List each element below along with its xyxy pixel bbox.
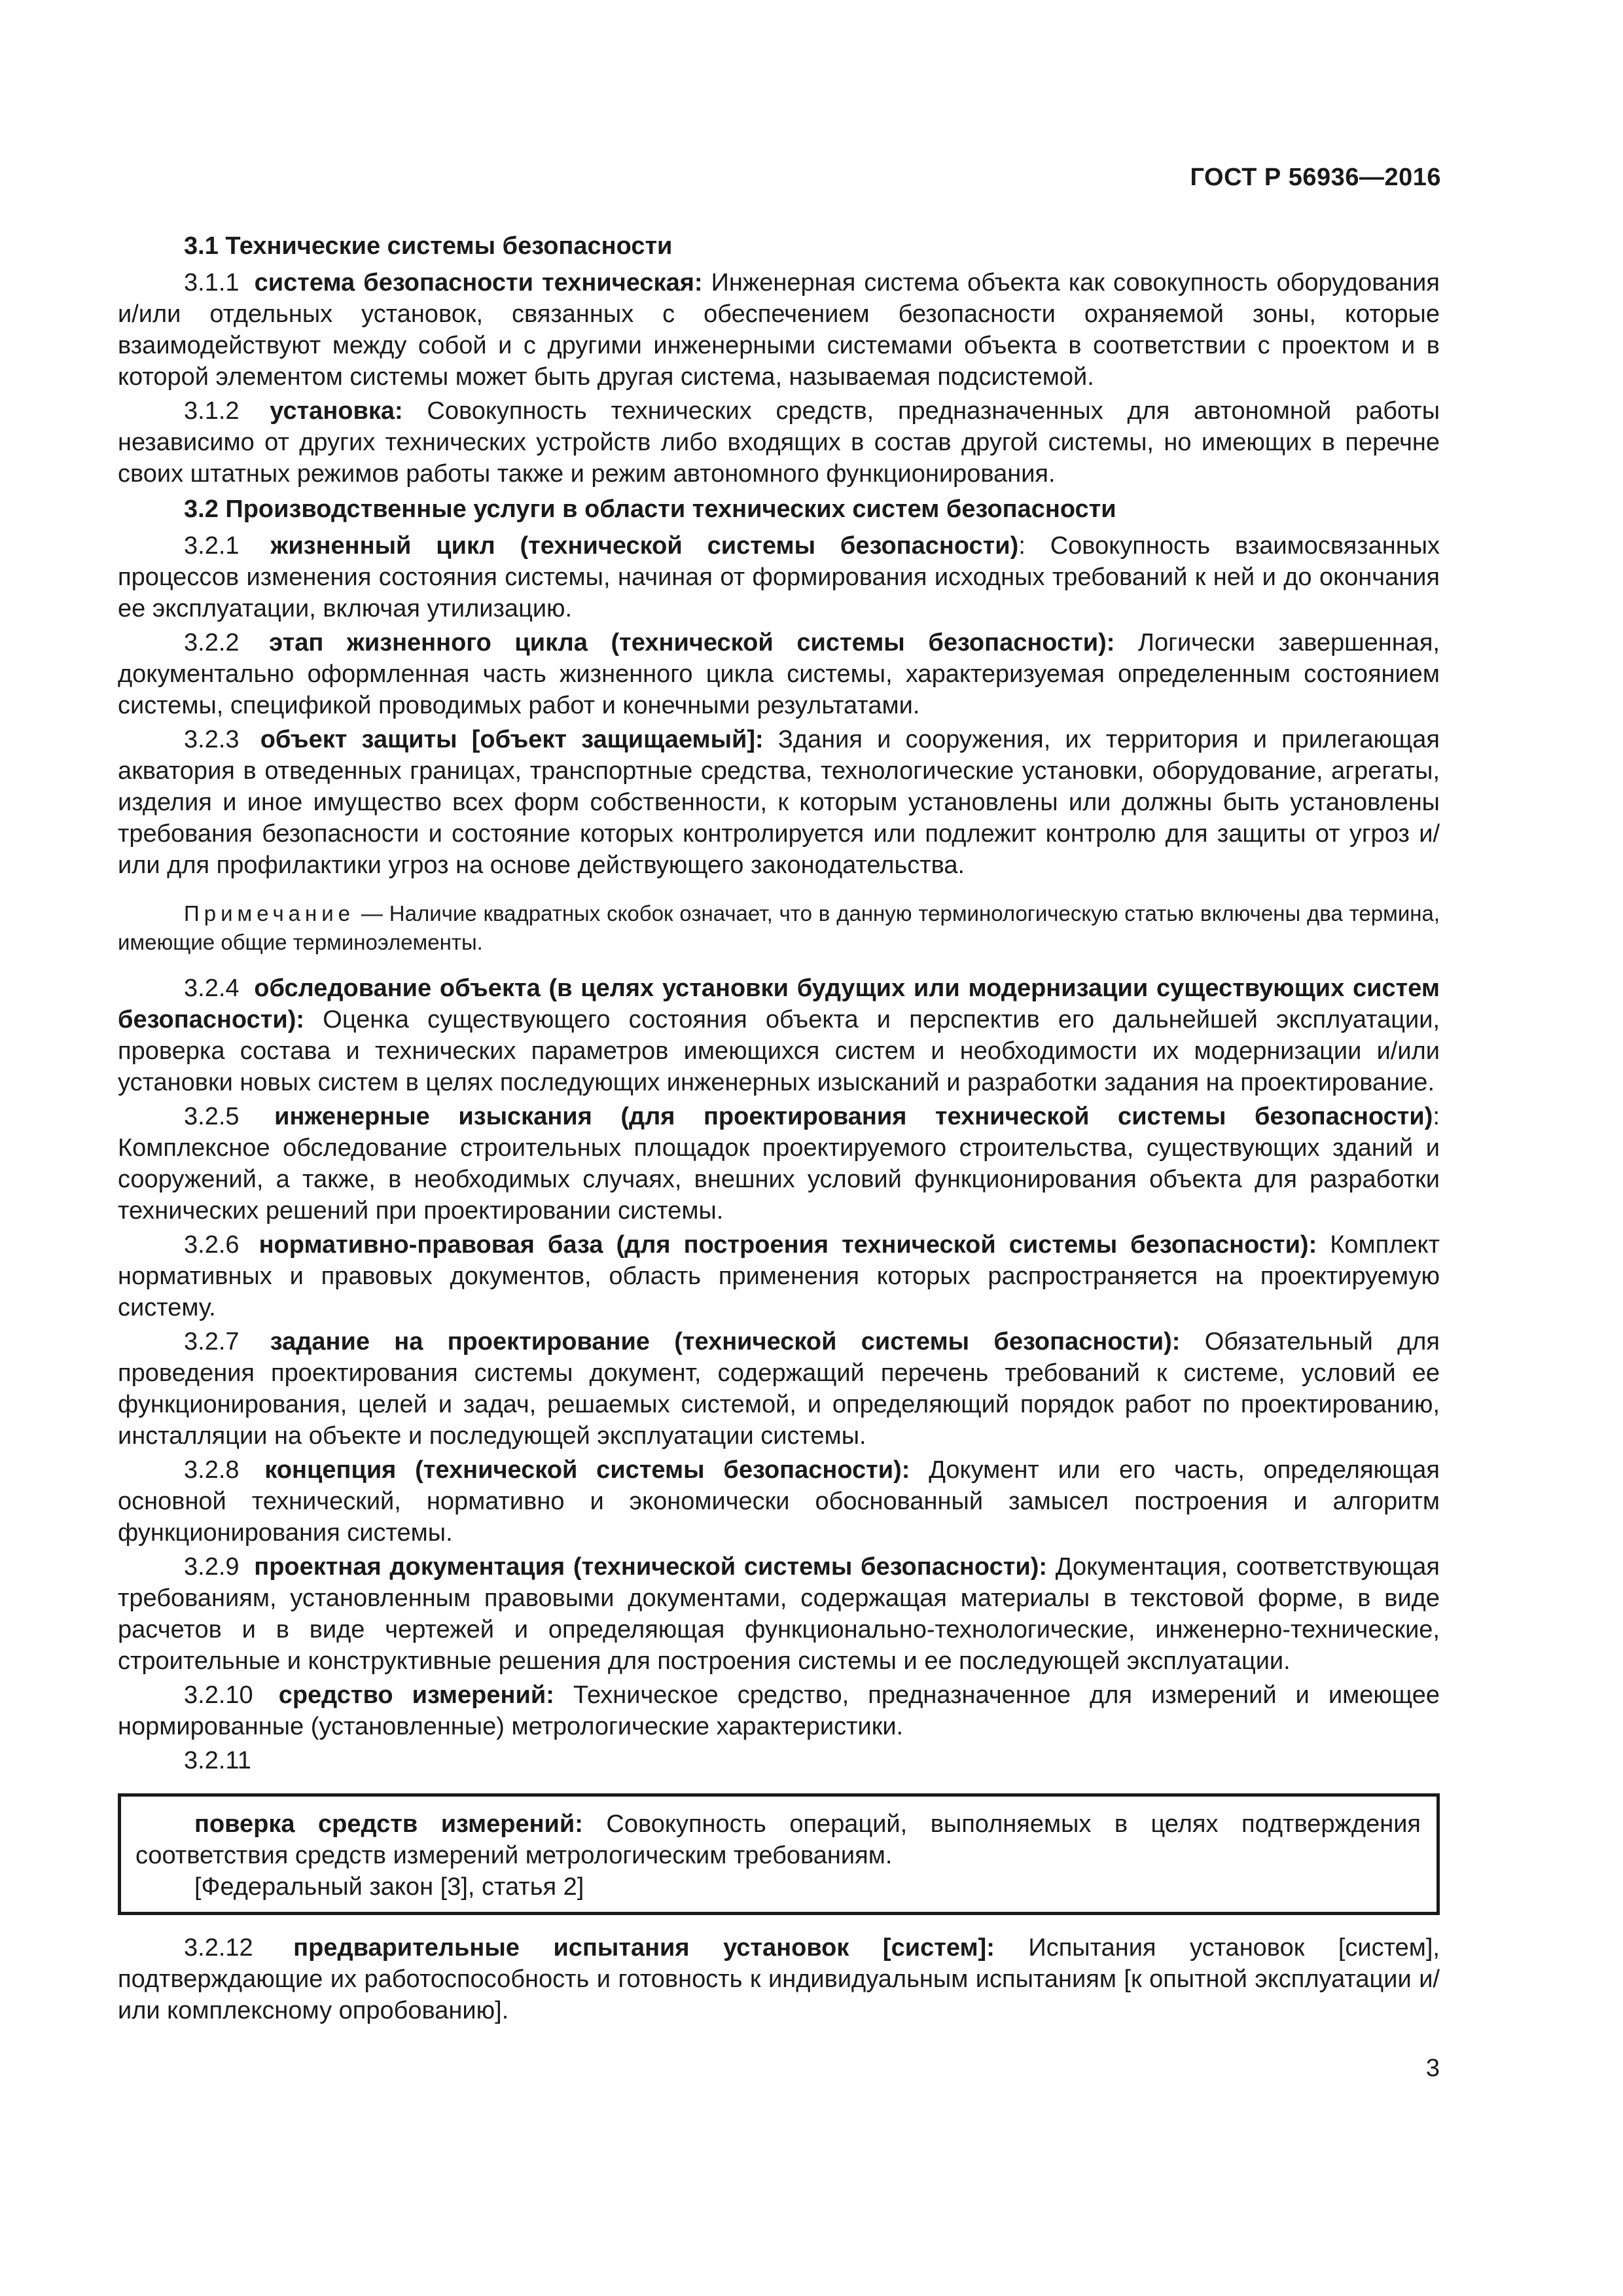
document-body xyxy=(118,230,1440,2029)
term-entry-3-2-9 xyxy=(118,1551,1440,1677)
term-definition: Документ или его часть, определяющая основной технический, нормативно и экономически обоснованный замысел построения и алгоритм функционирования системы. xyxy=(118,1456,1440,1547)
term-definition: Логически завершенная, документально оформленная часть жизненного цикла системы, характеризуемая определенным состоянием системы, спецификой проводимых работ и конечными результатами. xyxy=(118,629,1440,719)
term-number: 3.2.2 xyxy=(184,629,240,656)
term-source-reference: [Федеральный закон [3], статья 2] xyxy=(194,1873,584,1901)
boxed-term-paragraph xyxy=(135,1808,1421,1871)
term-entry-3-2-4 xyxy=(118,973,1440,1098)
term-definition: Обязательный для проведения проектирования системы документ, содержащий перечень требований к системе, условий ее функционирования, целей и задач, решаемых системой, и определяющий порядок работ по проектированию, инсталляции на объекте и последующей эксплуатации системы. xyxy=(118,1328,1440,1450)
term-number: 3.2.3 xyxy=(184,726,240,753)
term-entry-3-2-7 xyxy=(118,1326,1440,1452)
term-title: проектная документация (технической системы безопасности): xyxy=(254,1553,1048,1581)
term-title: этап жизненного цикла (технической системы безопасности): xyxy=(269,629,1115,656)
term-entry-3-2-5 xyxy=(118,1101,1440,1227)
term-number: 3.2.10 xyxy=(184,1681,253,1709)
term-definition: Техническое средство, предназначенное для измерений и имеющее нормированные (установленные) метрологические характеристики. xyxy=(118,1681,1440,1740)
term-entry-3-2-3 xyxy=(118,724,1440,881)
term-definition: : Совокупность взаимосвязанных процессов изменения состояния системы, начиная от формирования исходных требований к ней и до окончания ее эксплуатации, включая утилизацию. xyxy=(118,532,1440,622)
term-number: 3.2.11 xyxy=(184,1747,251,1774)
term-number: 3.2.12 xyxy=(184,1934,253,1962)
term-number: 3.2.9 xyxy=(184,1553,240,1581)
term-title: обследование объекта (в целях установки будущих или модернизации существующих систем безопасности): xyxy=(118,975,1440,1033)
term-definition: Оценка существующего состояния объекта и перспектив его дальнейшей эксплуатации, проверка состава и технических параметров имеющихся систем и необходимости их модернизации и/или установки новых систем в целях последующих инженерных изысканий и разработки задания на проектирование. xyxy=(118,1006,1440,1096)
section-heading-3-2: 3.2 Производственные услуги в области технических систем безопасности xyxy=(184,495,1116,523)
term-entry-3-2-11-number xyxy=(118,1745,1440,1776)
term-title: установка: xyxy=(270,397,403,425)
term-title: поверка средств измерений: xyxy=(194,1810,583,1838)
term-number: 3.2.8 xyxy=(184,1456,240,1484)
term-number: 3.2.5 xyxy=(184,1103,240,1130)
term-title: нормативно-правовая база (для построения технической системы безопасности): xyxy=(259,1231,1317,1259)
term-entry-3-1-1 xyxy=(118,267,1440,393)
boxed-term-definition xyxy=(118,1793,1440,1915)
term-entry-3-2-6 xyxy=(118,1229,1440,1323)
term-title: система безопасности техническая: xyxy=(254,269,703,296)
term-title: средство измерений: xyxy=(278,1681,554,1709)
term-entry-3-2-12 xyxy=(118,1932,1440,2026)
term-title: концепция (технической системы безопасности): xyxy=(264,1456,910,1484)
term-number: 3.2.4 xyxy=(184,975,240,1002)
term-definition: Здания и сооружения, их территория и прилегающая акватория в отведенных границах, транспортные средства, технологические установки, оборудование, агрегаты, изделия и иное имущество всех форм собственности, к которым установлены или должны быть установлены требования безопасности и состояние которых контролируется или подлежит контролю для защиты от угроз и/или для профилактики угроз на основе действующего законодательства. xyxy=(118,726,1440,879)
term-entry-3-2-2 xyxy=(118,627,1440,721)
term-number: 3.1.2 xyxy=(184,397,240,425)
term-definition: Совокупность операций, выполняемых в целях подтверждения соответствия средств измерений метрологическим требованиям. xyxy=(135,1810,1421,1869)
section-heading-3-1: 3.1 Технические системы безопасности xyxy=(184,232,673,260)
document-code-header: ГОСТ Р 56936—2016 xyxy=(1190,164,1441,191)
term-title: объект защиты [объект защищаемый]: xyxy=(260,726,764,753)
term-title: инженерные изыскания (для проектирования технической системы безопасности) xyxy=(274,1103,1433,1130)
note-label: Примечание xyxy=(184,901,355,925)
term-title: задание на проектирование (технической системы безопасности): xyxy=(270,1328,1181,1355)
term-number: 3.2.7 xyxy=(184,1328,240,1355)
term-definition: Испытания установок [систем], подтверждающие их работоспособность и готовность к индивидуальным испытаниям [к опытной эксплуатации и/или комплексному опробованию]. xyxy=(118,1934,1440,2024)
term-entry-3-2-8 xyxy=(118,1454,1440,1549)
term-definition: Совокупность технических средств, предназначенных для автономной работы независимо от других технических устройств либо входящих в состав другой системы, но имеющих в перечне своих штатных режимов работы также и режим автономного функционирования. xyxy=(118,397,1440,488)
note-text: — Наличие квадратных скобок означает, что в данную терминологическую статью включены два термина, имеющие общие терминоэлементы. xyxy=(118,901,1440,954)
term-entry-3-1-2 xyxy=(118,395,1440,490)
term-definition: Инженерная система объекта как совокупность оборудования и/или отдельных установок, связанных с обеспечением безопасности охраняемой зоны, которые взаимодействуют между собой и с другими инженерными системами объекта в соответствии с проектом и в которой элементом системы может быть другая система, называемая подсистемой. xyxy=(118,269,1440,391)
term-number: 3.2.1 xyxy=(184,532,240,560)
term-definition: Комплект нормативных и правовых документов, область применения которых распространяется на проектируемую систему. xyxy=(118,1231,1440,1321)
term-title: жизненный цикл (технической системы безопасности) xyxy=(270,532,1019,560)
term-definition: Документация, соответствующая требованиям, установленным правовыми документами, содержащая материалы в текстовой форме, в виде расчетов и в виде чертежей и определяющая функционально-технологические, инженерно-технические, строительные и конструктивные решения для построения системы и ее последующей эксплуатации. xyxy=(118,1553,1440,1675)
term-entry-3-2-1 xyxy=(118,530,1440,624)
page-number: 3 xyxy=(1425,2054,1440,2082)
term-title: предварительные испытания установок [систем]: xyxy=(293,1934,995,1962)
term-number: 3.1.1 xyxy=(184,269,240,296)
term-number: 3.2.6 xyxy=(184,1231,240,1259)
term-definition: : Комплексное обследование строительных площадок проектируемого строительства, существующих зданий и сооружений, а также, в необходимых случаях, внешних условий функционирования объекта для разработки технических решений при проектировании системы. xyxy=(118,1103,1440,1225)
note-paragraph xyxy=(118,899,1440,957)
term-entry-3-2-10 xyxy=(118,1679,1440,1742)
